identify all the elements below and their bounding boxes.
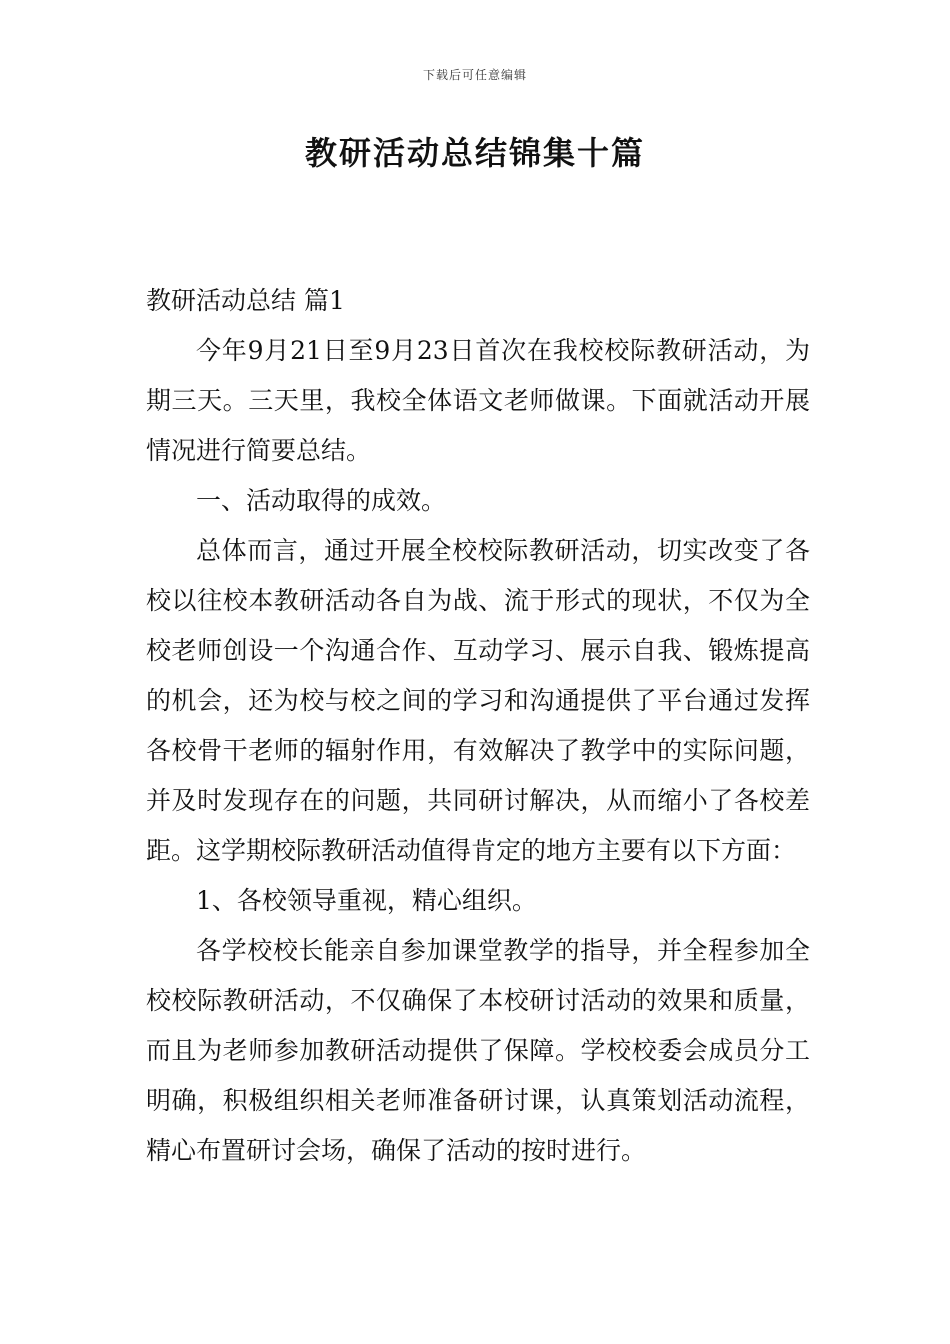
- paragraph-subheading-achievements: 一、活动取得的成效。: [196, 486, 447, 515]
- header-note: 下载后可任意编辑: [422, 68, 527, 82]
- paragraph-overview: 总体而言，通过开展全校校际教研活动，切实改变了各校以往校本教研活动各自为战、流于形式的现状，不仅为全校老师创设一个沟通合作、互动学习、展示自我、锻炼提高的机会，还为校与校之间的学习和沟通提供了平台通过发挥各校骨干老师的辐射作用，有效解决了教学中的实际问题，并及时发现存在的问题，共同研讨解决，从而缩小了各校差距。这学期校际教研活动值得肯定的地方主要有以下方面：: [146, 536, 810, 865]
- paragraph-leadership: 各学校校长能亲自参加课堂教学的指导，并全程参加全校校际教研活动，不仅确保了本校研讨活动的效果和质量，而且为老师参加教研活动提供了保障。学校校委会成员分工明确，积极组织相关老师准备研讨课，认真策划活动流程，精心布置研讨会场，确保了活动的按时进行。: [146, 936, 810, 1165]
- document-body: [146, 276, 810, 1176]
- paragraph-intro: 今年9月21日至9月23日首次在我校校际教研活动，为期三天。三天里，我校全体语文老师做课。下面就活动开展情况进行简要总结。: [146, 336, 810, 465]
- section-heading: 教研活动总结 篇1: [146, 286, 345, 315]
- document-title: 教研活动总结锦集十篇: [304, 134, 645, 172]
- paragraph-point-1: 1、各校领导重视，精心组织。: [196, 886, 537, 915]
